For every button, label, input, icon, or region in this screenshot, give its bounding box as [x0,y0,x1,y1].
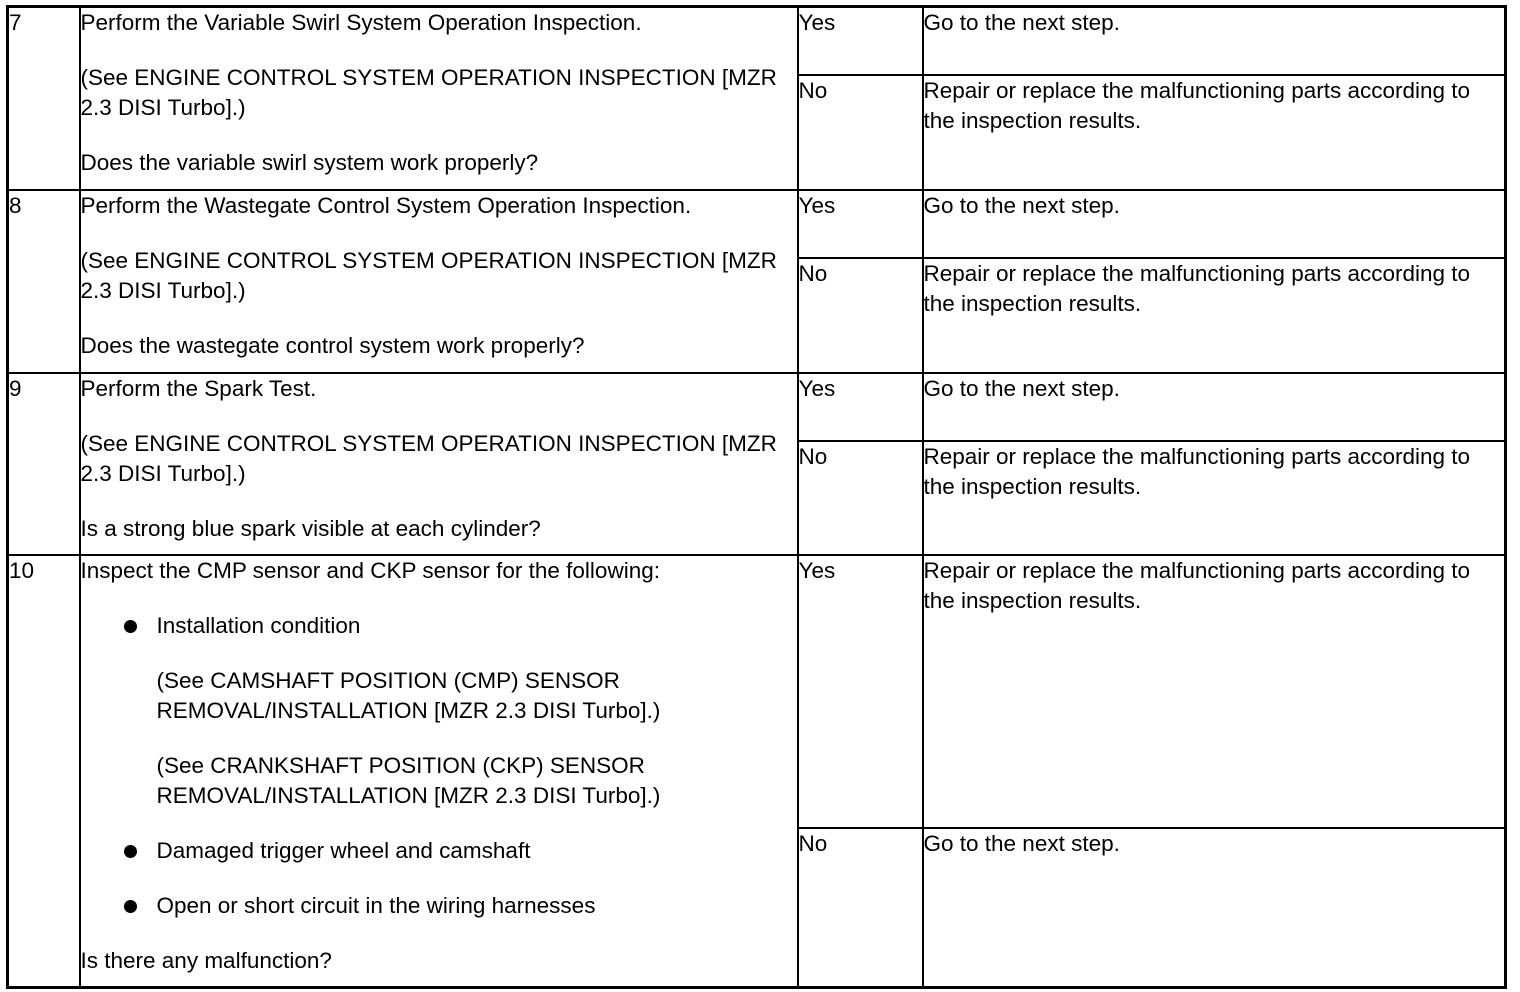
inspection-question: Does the wastegate control system work properly? [80,332,585,358]
bullet-icon [124,845,137,858]
inspection-question: Does the variable swirl system work properly? [80,150,539,175]
bullet-text: Damaged trigger wheel and camshaft [156,837,531,863]
result-yes-action: Go to the next step. [923,7,1506,75]
result-no-label: No [798,258,923,373]
result-no-action: Repair or replace the malfunctioning parts according to the inspection results. [923,258,1506,373]
inspection-reference: (See ENGINE CONTROL SYSTEM OPERATION INSPECTION [MZR 2.3 DISI Turbo].) [80,247,777,303]
step-row-10-yes [8,555,1506,828]
result-no-label: No [798,75,923,190]
bullet-icon [124,620,137,633]
bullet-item [81,836,797,866]
inspection-cell [80,373,798,555]
bullet-text: Open or short circuit in the wiring harnesses [156,892,596,918]
step-number: 8 [8,190,80,373]
inspection-instruction: Perform the Spark Test. [80,375,317,401]
bullet-icon [124,900,137,913]
step-number: 9 [8,373,80,555]
step-number: 10 [8,555,80,988]
result-no-action: Repair or replace the malfunctioning parts according to the inspection results. [923,441,1506,555]
inspection-reference: (See ENGINE CONTROL SYSTEM OPERATION INSPECTION [MZR 2.3 DISI Turbo].) [80,65,777,120]
result-no-label: No [798,828,923,988]
result-yes-action: Go to the next step. [923,190,1506,258]
bullet-reference: (See CRANKSHAFT POSITION (CKP) SENSOR REMOVAL/INSTALLATION [MZR 2.3 DISI Turbo].) [156,752,661,808]
bullet-item [81,891,797,921]
inspection-instruction: Perform the Variable Swirl System Operation Inspection. [80,10,642,35]
inspection-cell [80,7,798,190]
inspection-question: Is there any malfunction? [80,947,332,973]
result-yes-action: Go to the next step. [923,373,1506,441]
result-yes-label: Yes [798,7,923,75]
inspection-cell [80,555,798,988]
inspection-reference: (See ENGINE CONTROL SYSTEM OPERATION INSPECTION [MZR 2.3 DISI Turbo].) [80,430,777,486]
step-number: 7 [8,7,80,190]
step-row-8-yes [8,190,1506,258]
step-row-7-yes [8,7,1506,75]
result-no-action: Repair or replace the malfunctioning parts according to the inspection results. [923,75,1506,190]
inspection-question: Is a strong blue spark visible at each cylinder? [80,515,541,541]
result-yes-action: Repair or replace the malfunctioning parts according to the inspection results. [923,555,1506,828]
inspection-instruction: Perform the Wastegate Control System Operation Inspection. [80,192,692,218]
result-yes-label: Yes [798,190,923,258]
inspection-instruction: Inspect the CMP sensor and CKP sensor for the following: [80,557,660,583]
diagnostic-procedure-table [6,5,1507,989]
bullet-reference: (See CAMSHAFT POSITION (CMP) SENSOR REMOVAL/INSTALLATION [MZR 2.3 DISI Turbo].) [156,667,661,723]
result-yes-label: Yes [798,555,923,828]
result-yes-label: Yes [798,373,923,441]
result-no-label: No [798,441,923,555]
step-row-9-yes [8,373,1506,441]
bullet-text: Installation condition [156,612,361,638]
inspection-bullet-list [81,611,797,921]
bullet-item [81,611,797,811]
result-no-action: Go to the next step. [923,828,1506,988]
inspection-cell [80,190,798,373]
